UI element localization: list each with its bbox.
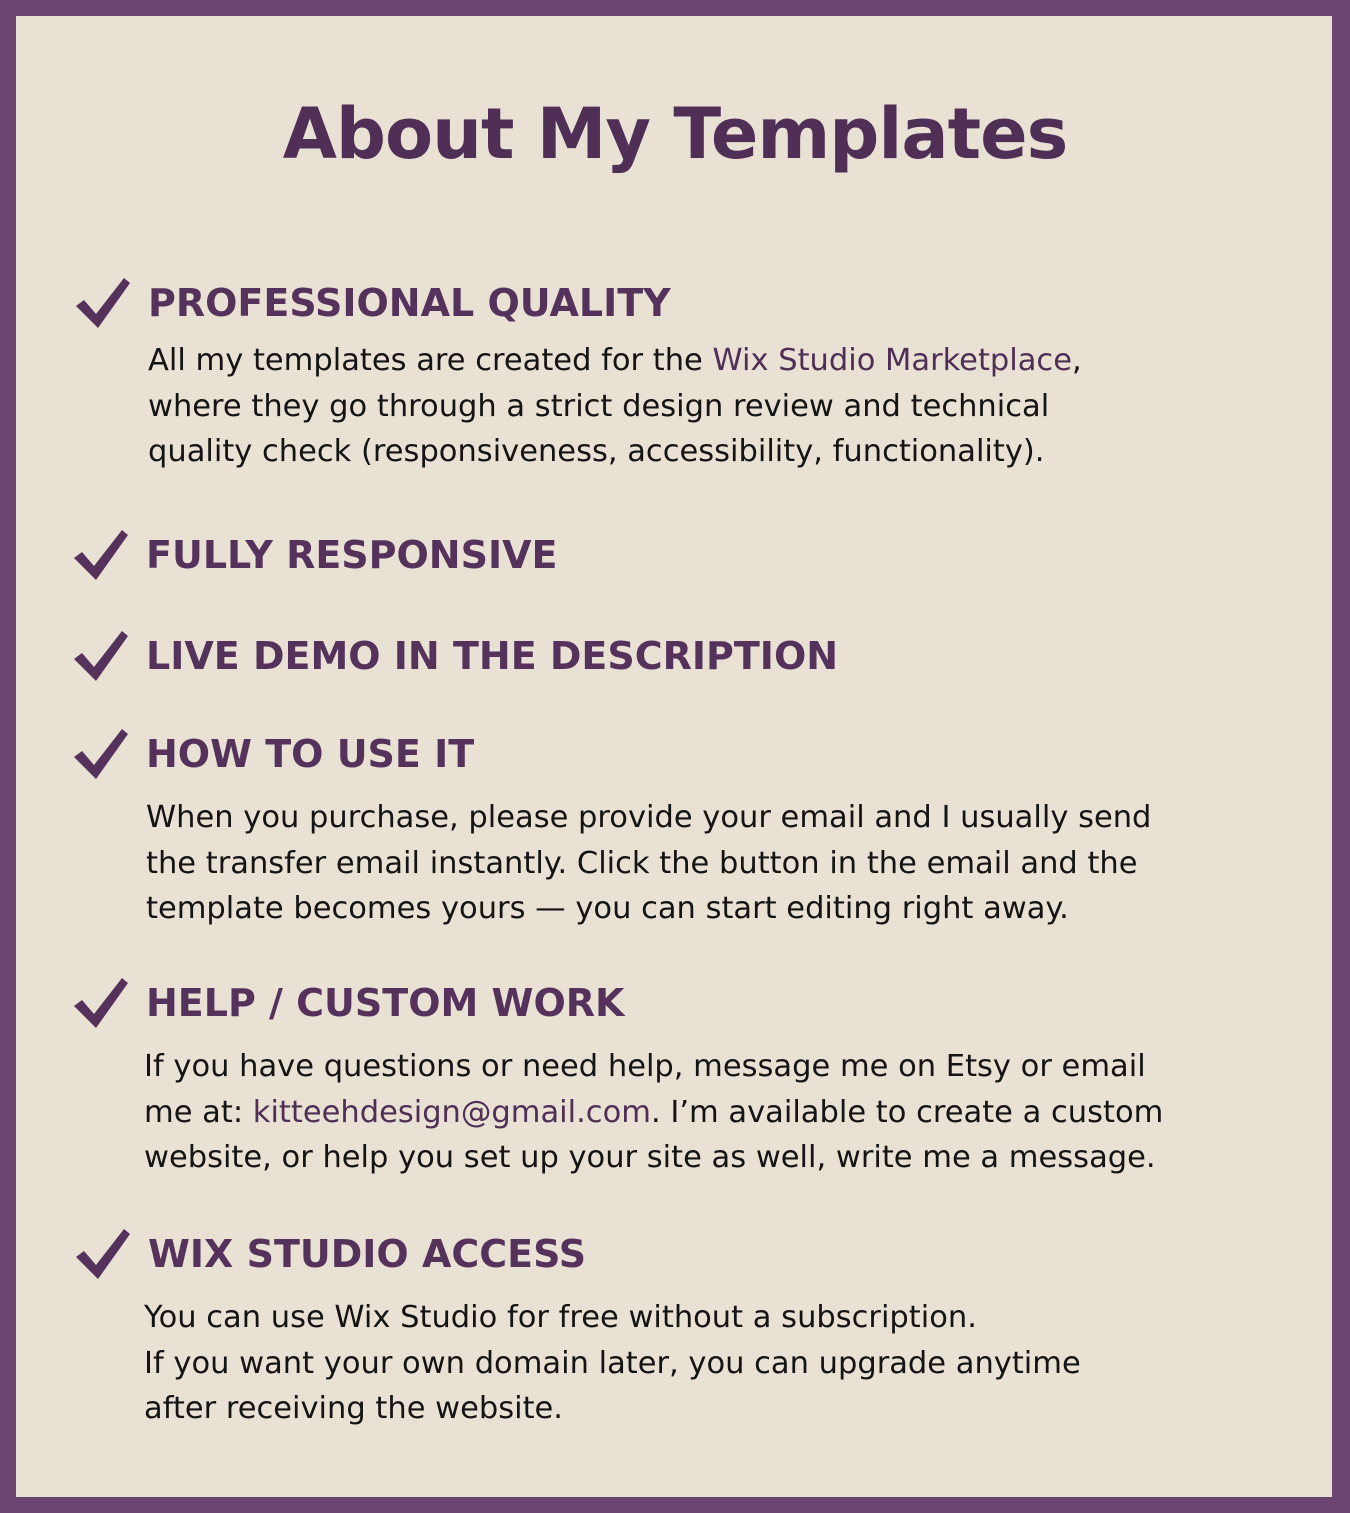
page-title: About My Templates [282, 93, 1068, 175]
body-text: All my templates are created for the [148, 343, 713, 378]
email-link[interactable]: kitteehdesign@gmail.com [252, 1094, 651, 1130]
section-heading-live-demo: LIVE DEMO IN THE DESCRIPTION [146, 634, 839, 678]
body-line [148, 338, 1082, 384]
body-text: me at: [144, 1094, 253, 1130]
body-line: When you purchase, please provide your email and I usually send [146, 800, 1152, 835]
checkmark-icon [74, 276, 132, 330]
checkmark-icon [72, 976, 130, 1030]
checkmark-icon [72, 629, 130, 683]
body-line [144, 1090, 1163, 1136]
section-heading-how-to-use: HOW TO USE IT [146, 732, 475, 776]
section-body-how-to-use [146, 795, 1151, 932]
section-body-wix-studio-access [144, 1295, 1081, 1432]
body-line: template becomes yours — you can start editing right away. [146, 891, 1069, 927]
section-heading-fully-responsive: FULLY RESPONSIVE [146, 533, 558, 577]
marketplace-link[interactable]: Wix Studio Marketplace [712, 343, 1072, 378]
section-heading-professional-quality: PROFESSIONAL QUALITY [148, 281, 671, 325]
section-body-help-custom-work [144, 1044, 1163, 1181]
checkmark-icon [74, 1227, 132, 1281]
body-text: . I’m available to create a custom [650, 1094, 1164, 1130]
section-heading-help-custom-work: HELP / CUSTOM WORK [146, 981, 625, 1025]
section-body-professional-quality [148, 338, 1082, 475]
checkmark-icon [72, 727, 130, 781]
section-heading-wix-studio-access: WIX STUDIO ACCESS [148, 1232, 587, 1276]
body-line: If you have questions or need help, message me on Etsy or email [144, 1049, 1146, 1084]
body-line: quality check (responsiveness, accessibility, functionality). [148, 434, 1045, 470]
body-line: If you want your own domain later, you can upgrade anytime [144, 1345, 1081, 1381]
body-line: after receiving the website. [144, 1391, 564, 1427]
body-text: , [1071, 343, 1082, 378]
body-line: website, or help you set up your site as well, write me a message. [144, 1140, 1156, 1176]
body-line: You can use Wix Studio for free without a subscription. [144, 1300, 977, 1335]
body-line: the transfer email instantly. Click the button in the email and the [146, 845, 1138, 881]
checkmark-icon [72, 528, 130, 582]
body-line: where they go through a strict design review and technical [148, 388, 1050, 424]
